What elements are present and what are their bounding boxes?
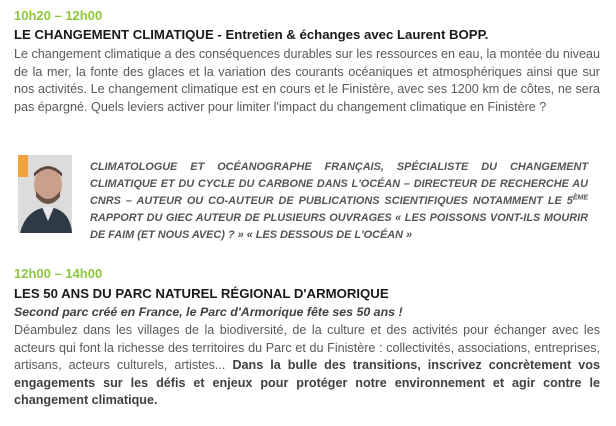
session2-description	[14, 322, 600, 410]
session1-title-main: LE CHANGEMENT CLIMATIQUE -	[14, 27, 226, 42]
speaker-photo	[18, 155, 72, 233]
speaker-portrait-icon	[18, 155, 72, 233]
session2-title: LES 50 ANS DU PARC NATUREL RÉGIONAL D'ARMORIQUE	[14, 286, 389, 301]
session1-description: Le changement climatique a des conséquences durables sur les ressources en eau, la montée du niveau de la mer, la fonte des glaces et la variation des courants océaniques et atmosphériques ainsi que sur nos activités. Le changement climatique est en cours et le Finistère, avec ses 1200 km de côtes, ne sera pas épargné. Quels leviers activer pour limiter l'impact du changement climatique en Finistère ?	[14, 47, 600, 114]
session2-time: 12h00 – 14h00	[14, 266, 103, 281]
speaker-bio-part2: RAPPORT DU GIEC AUTEUR DE PLUSIEURS OUVRAGES « LES POISSONS VONT-ILS MOURIR DE FAIM (ET NOUS AVEC) ? » « LES DESSOUS DE L'OCÉAN »	[90, 212, 588, 242]
session1-title-sub: Entretien & échanges avec Laurent BOPP.	[225, 27, 489, 42]
session2-subtitle: Second parc créé en France, le Parc d'Armorique fête ses 50 ans !	[14, 305, 403, 319]
session1-title	[14, 27, 488, 42]
speaker-bio-sup: ÈME	[572, 194, 588, 202]
session2-description-plain: Déambulez dans les villages de la biodiversité, de la culture et des activités pour échanger avec les acteurs qui font la richesse des territoires du Parc et du Finistère : collectivités, associations, entreprises, artisans, acteurs culturels, artistes...	[14, 323, 600, 373]
speaker-bio	[90, 159, 588, 244]
session1-time: 10h20 – 12h00	[14, 8, 103, 23]
session2-description-bold: Dans la bulle des transitions, inscrivez concrètement vos engagements sur les défis et enjeux pour protéger notre environnement et agir contre le changement climatique.	[14, 358, 600, 408]
speaker-bio-part1: CLIMATOLOGUE ET OCÉANOGRAPHE FRANÇAIS, SPÉCIALISTE DU CHANGEMENT CLIMATIQUE ET DU CYCLE DU CARBONE DANS L'OCÉAN – DIRECTEUR DE RECHERCHE AU CNRS – AUTEUR OU CO-AUTEUR DE PUBLICATIONS SCIENTIFIQUES NOTAMMENT LE 5	[90, 161, 588, 208]
